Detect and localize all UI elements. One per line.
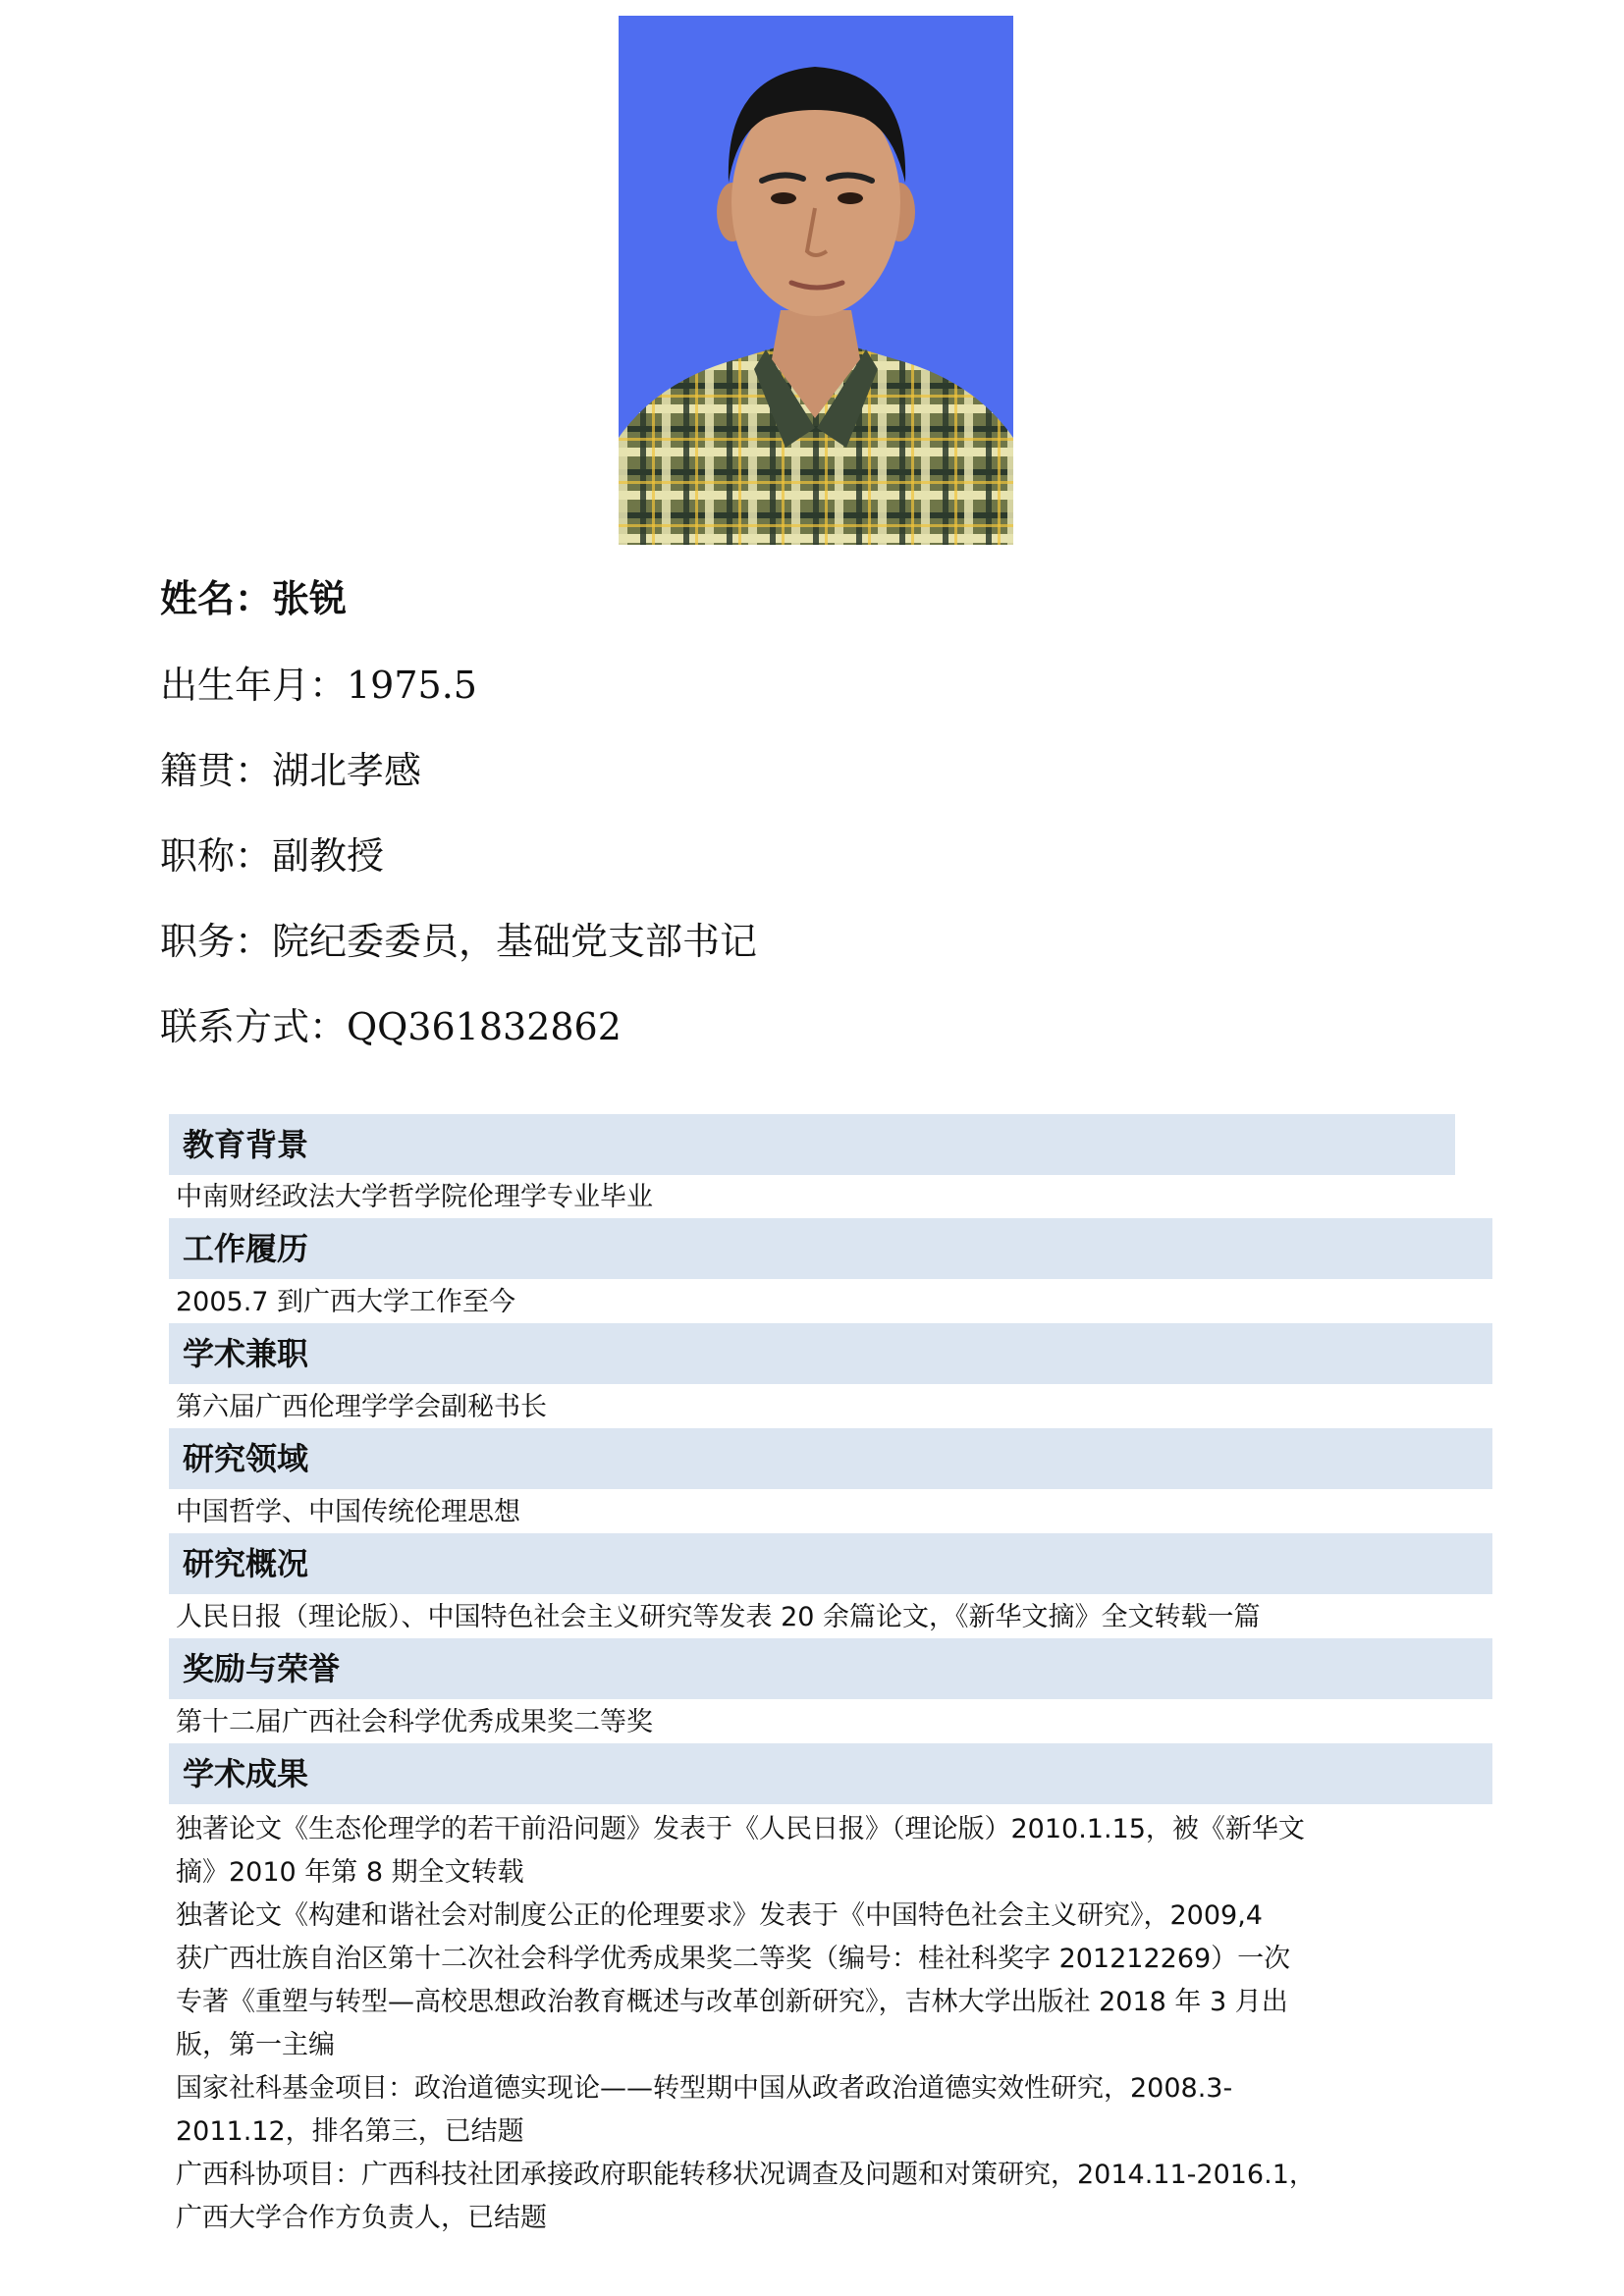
portrait-photo — [619, 16, 1013, 545]
profile-birth: 出生年月：1975.5 — [160, 664, 477, 707]
education-line: 中南财经政法大学哲学院伦理学专业毕业 — [176, 1182, 653, 1212]
section-header-education: 教育背景 — [169, 1114, 1455, 1175]
portrait-illustration — [619, 16, 1013, 545]
academic-post-line: 第六届广西伦理学学会副秘书长 — [176, 1392, 547, 1422]
achievement-line: 广西大学合作方负责人，已结题 — [176, 2203, 547, 2233]
research-field-line: 中国哲学、中国传统伦理思想 — [176, 1497, 520, 1527]
work-line: 2005.7 到广西大学工作至今 — [176, 1287, 516, 1317]
achievement-line: 独著论文《生态伦理学的若干前沿问题》发表于《人民日报》（理论版）2010.1.15，被《新华文 — [176, 1814, 1305, 1844]
section-header-research-overview: 研究概况 — [169, 1533, 1492, 1594]
profile-contact: 联系方式：QQ361832862 — [160, 1005, 622, 1048]
achievement-line: 广西科协项目：广西科技社团承接政府职能转移状况调查及问题和对策研究，2014.11-2016.1， — [176, 2160, 1316, 2190]
research-overview-line: 人民日报（理论版）、中国特色社会主义研究等发表 20 余篇论文，《新华文摘》全文转载一篇 — [176, 1602, 1261, 1632]
achievement-line: 获广西壮族自治区第十二次社会科学优秀成果奖二等奖（编号：桂社科奖字 201212269）一次 — [176, 1944, 1291, 1974]
achievement-line: 国家社科基金项目：政治道德实现论——转型期中国从政者政治道德实效性研究，2008.3- — [176, 2073, 1233, 2104]
section-header-awards: 奖励与荣誉 — [169, 1638, 1492, 1699]
achievement-line: 2011.12，排名第三，已结题 — [176, 2116, 524, 2147]
profile-position: 职务：院纪委委员，基础党支部书记 — [160, 920, 758, 963]
section-header-academic-post: 学术兼职 — [169, 1323, 1492, 1384]
profile-name: 姓名：张锐 — [160, 577, 348, 620]
achievement-line: 摘》2010 年第 8 期全文转载 — [176, 1857, 524, 1888]
achievement-line: 独著论文《构建和谐社会对制度公正的伦理要求》发表于《中国特色社会主义研究》，2009,4 — [176, 1900, 1263, 1931]
section-header-research-field: 研究领域 — [169, 1428, 1492, 1489]
achievement-line: 版，第一主编 — [176, 2030, 335, 2060]
profile-native-place: 籍贯：湖北孝感 — [160, 749, 422, 792]
awards-line: 第十二届广西社会科学优秀成果奖二等奖 — [176, 1707, 653, 1737]
section-header-achievements: 学术成果 — [169, 1743, 1492, 1804]
section-header-work: 工作履历 — [169, 1218, 1492, 1279]
profile-title: 职称：副教授 — [160, 834, 385, 878]
achievement-line: 专著《重塑与转型—高校思想政治教育概述与改革创新研究》，吉林大学出版社 2018 年 3 月出 — [176, 1987, 1288, 2017]
